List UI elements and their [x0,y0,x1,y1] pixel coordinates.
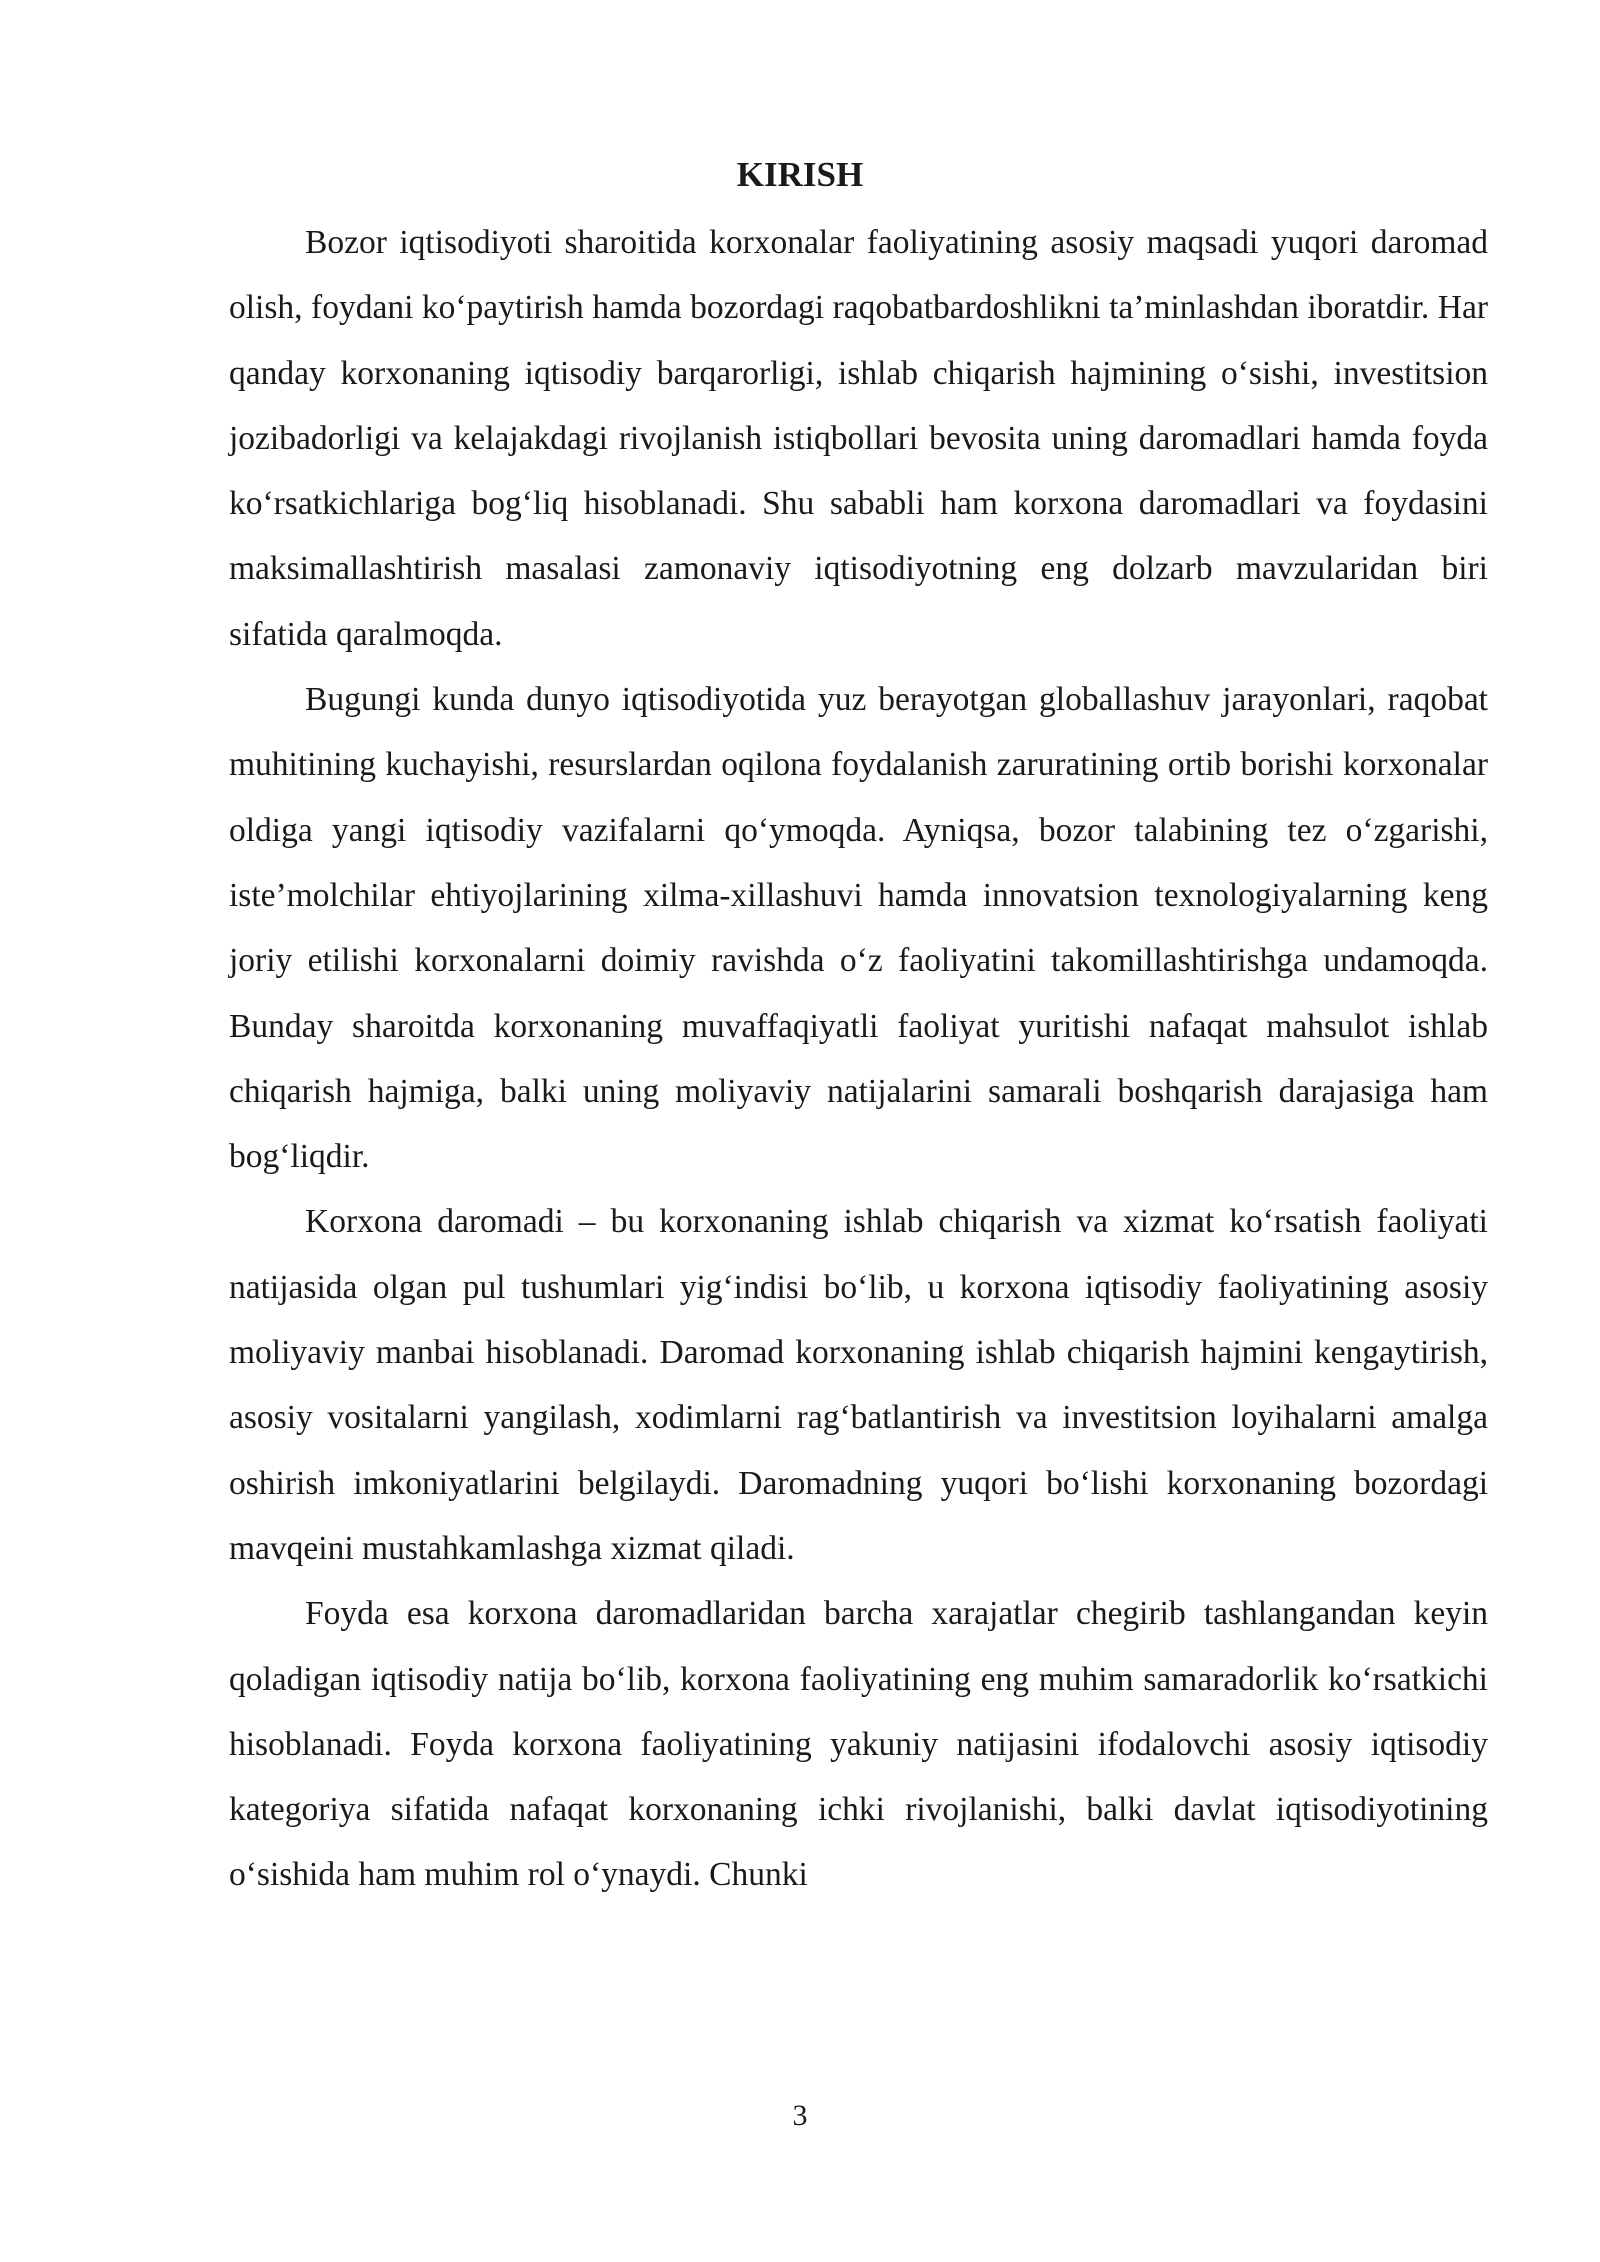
page-heading: KIRISH [736,155,864,194]
paragraph-2: Bugungi kunda dunyo iqtisodiyotida yuz berayotgan globallashuv jarayonlari, raqobat muhitining kuchayishi, resurslardan oqilona foydalanish zaruratining ortib borishi korxonalar oldiga yangi iqtisodiy vazifalarni qo‘ymoqda. Ayniqsa, bozor talabining tez o‘zgarishi, iste’molchilar ehtiyojlarining xilma-xillashuvi hamda innovatsion texnologiyalarning keng joriy etilishi korxonalarni doimiy ravishda o‘z faoliyatini takomillashtirishga undamoqda. Bunday sharoitda korxonaning muvaffaqiyatli faoliyat yuritishi nafaqat mahsulot ishlab chiqarish hajmiga, balki uning moliyaviy natijalarini samarali boshqarish darajasiga ham bog‘liqdir. [229,681,1488,1176]
paragraph-3: Korxona daromadi – bu korxonaning ishlab chiqarish va xizmat ko‘rsatish faoliyati natijasida olgan pul tushumlari yig‘indisi bo‘lib, u korxona iqtisodiy faoliyatining asosiy moliyaviy manbai hisoblanadi. Daromad korxonaning ishlab chiqarish hajmini kengaytirish, asosiy vositalarni yangilash, xodimlarni rag‘batlantirish va investitsion loyihalarni amalga oshirish imkoniyatlarini belgilaydi. Daromadning yuqori bo‘lishi korxonaning bozordagi mavqeini mustahkamlashga xizmat qiladi. [229,1203,1488,1567]
paragraph-4: Foyda esa korxona daromadlaridan barcha xarajatlar chegirib tashlangandan keyin qoladigan iqtisodiy natija bo‘lib, korxona faoliyatining eng muhim samaradorlik ko‘rsatkichi hisoblanadi. Foyda korxona faoliyatining yakuniy natijasini ifodalovchi asosiy iqtisodiy kategoriya sifatida nafaqat korxonaning ichki rivojlanishi, balki davlat iqtisodiyotining o‘sishida ham muhim rol o‘ynaydi. Chunki [229,1595,1488,1894]
page-number: 3 [792,2099,808,2132]
paragraph-1: Bozor iqtisodiyoti sharoitida korxonalar faoliyatining asosiy maqsadi yuqori daromad olish, foydani ko‘paytirish hamda bozordagi raqobatbardoshlikni ta’minlashdan iboratdir. Har qanday korxonaning iqtisodiy barqarorligi, ishlab chiqarish hajmining o‘sishi, investitsion jozibadorligi va kelajakdagi rivojlanish istiqbollari bevosita uning daromadlari hamda foyda ko‘rsatkichlariga bog‘liq hisoblanadi. Shu sababli ham korxona daromadlari va foydasini maksimallashtirish masalasi zamonaviy iqtisodiyotning eng dolzarb mavzularidan biri sifatida qaralmoqda. [229,224,1488,653]
body-text [229,210,1488,1908]
